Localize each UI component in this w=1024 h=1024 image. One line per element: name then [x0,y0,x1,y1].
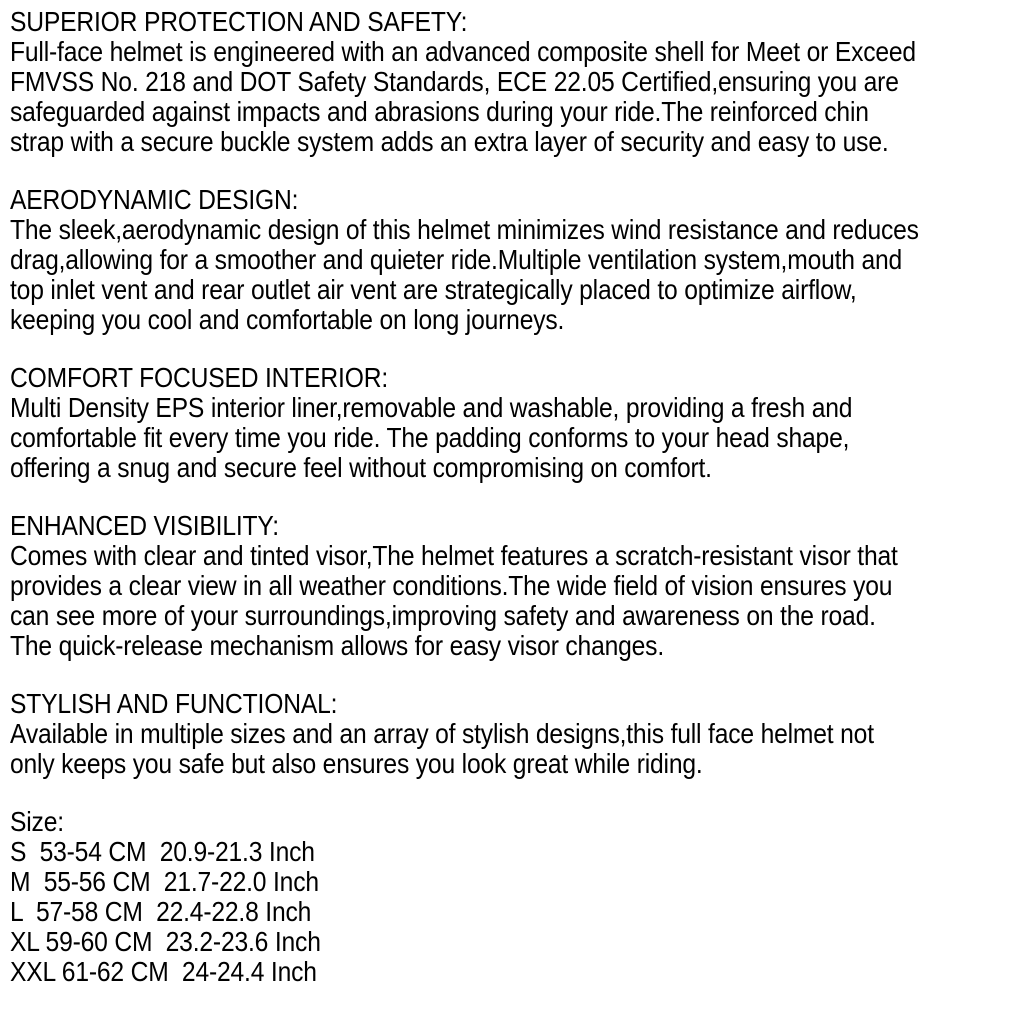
size-chart [10,807,1024,987]
feature-sections [10,7,1024,779]
size-row: L 57-58 CM 22.4-22.8 Inch [10,896,312,927]
size-chart-rows [10,837,1024,987]
section-title: STYLISH AND FUNCTIONAL: [10,688,338,719]
section-line: The quick-release mechanism allows for easy visor changes. [10,630,664,661]
feature-section [10,363,1024,483]
section-line: Available in multiple sizes and an array of stylish designs,this full face helmet not [10,718,874,749]
section-title: COMFORT FOCUSED INTERIOR: [10,362,389,393]
section-line: can see more of your surroundings,improving safety and awareness on the road. [10,600,876,631]
size-row: S 53-54 CM 20.9-21.3 Inch [10,836,315,867]
section-line: comfortable fit every time you ride. The padding conforms to your head shape, [10,422,850,453]
section-line: FMVSS No. 218 and DOT Safety Standards, ECE 22.05 Certified,ensuring you are [10,66,899,97]
section-title: ENHANCED VISIBILITY: [10,510,279,541]
section-line: Comes with clear and tinted visor,The helmet features a scratch-resistant visor that [10,540,898,571]
section-line: offering a snug and secure feel without compromising on comfort. [10,452,712,483]
section-line: The sleek,aerodynamic design of this helmet minimizes wind resistance and reduces [10,214,919,245]
section-line: only keeps you safe but also ensures you look great while riding. [10,748,703,779]
section-line: Multi Density EPS interior liner,removable and washable, providing a fresh and [10,392,853,423]
product-description [10,7,1024,987]
size-chart-label: Size: [10,806,64,837]
size-row: XXL 61-62 CM 24-24.4 Inch [10,956,317,987]
section-line: Full-face helmet is engineered with an advanced composite shell for Meet or Exceed [10,36,916,67]
feature-section [10,689,1024,779]
section-line: drag,allowing for a smoother and quieter ride.Multiple ventilation system,mouth and [10,244,903,275]
size-row: M 55-56 CM 21.7-22.0 Inch [10,866,319,897]
section-line: provides a clear view in all weather conditions.The wide field of vision ensures you [10,570,893,601]
section-title: AERODYNAMIC DESIGN: [10,184,299,215]
section-line: strap with a secure buckle system adds an extra layer of security and easy to use. [10,126,889,157]
section-line: safeguarded against impacts and abrasions during your ride.The reinforced chin [10,96,869,127]
section-line: keeping you cool and comfortable on long journeys. [10,304,565,335]
size-row: XL 59-60 CM 23.2-23.6 Inch [10,926,321,957]
feature-section [10,511,1024,661]
feature-section [10,7,1024,157]
section-line: top inlet vent and rear outlet air vent are strategically placed to optimize airflow, [10,274,857,305]
feature-section [10,185,1024,335]
section-title: SUPERIOR PROTECTION AND SAFETY: [10,6,468,37]
